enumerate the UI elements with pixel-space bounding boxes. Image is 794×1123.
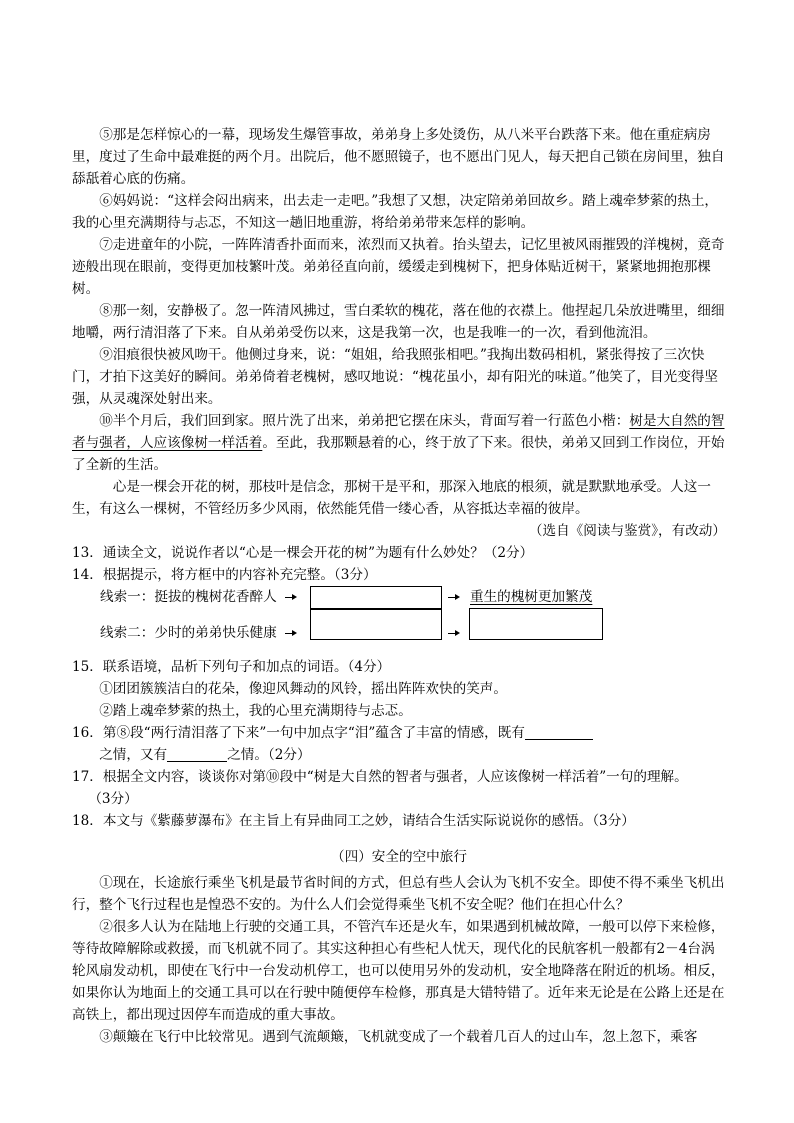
story-paragraph-8: ⑧那一刻，安静极了。忽一阵清风拂过，雪白柔软的槐花，落在他的衣襟上。他捏起几朵放进嘴里，细细地嚼，两行清泪落了下来。自从弟弟受伤以来，这是我第一次，也是我唯一的一次，看到他流泪。 — [72, 303, 725, 341]
p10-text-after: 。至此，我那颗悬着的心，终于放了下来。很快，弟弟又回到工作岗位，开始了全新的生活。 — [72, 435, 725, 473]
question-14: 14．根据提示，将方框中的内容补充完整。（3分） — [72, 567, 377, 583]
story-paragraph-9: ⑨泪痕很快被风吻干。他侧过身来，说：“姐姐，给我照张相吧。”我掏出数码相机，紧张得按了三次快门，才拍下这美好的瞬间。弟弟倚着老槐树，感叹地说：“槐花虽小，却有阳光的味道。”他笑了，目光变得坚强，从灵魂深处射出来。 — [72, 347, 719, 407]
question-18: 18．本文与《紫藤萝瀑布》在主旨上有异曲同工之妙，请结合生活实际说说你的感悟。（3分） — [72, 813, 635, 829]
story-paragraph-10 — [72, 410, 726, 476]
question-15: 15．联系语境，品析下列句子和加点的词语。（4分） — [72, 659, 391, 675]
q16-part-a: 16．第⑧段“两行清泪落了下来”一句中加点字“泪”蕴含了丰富的情感，既有 — [72, 725, 525, 741]
q16-blank-2[interactable] — [167, 746, 227, 762]
story-source: （选自《阅读与鉴赏》，有改动） — [528, 523, 726, 539]
clue-1-arrow — [285, 597, 295, 598]
story-paragraph-7: ⑦走进童年的小院，一阵阵清香扑面而来，浓烈而又执着。抬头望去，记忆里被风雨摧毁的洋槐树，竟奇迹般出现在眼前，变得更加枝繁叶茂。弟弟径直向前，缓缓走到槐树下，把身体贴近树干，紧紧地拥抱那棵树。 — [72, 237, 725, 297]
story-paragraph-5: ⑤那是怎样惊心的一幕，现场发生爆管事故，弟弟身上多处烫伤，从八米平台跌落下来。他在重症病房里，度过了生命中最难挺的两个月。出院后，他不愿照镜子，也不愿出门见人，每天把自己锁在房间里，独自舔舐着心底的伤痛。 — [72, 127, 725, 187]
clue-1-result-arrow — [448, 597, 458, 598]
clue-2-middle-box[interactable] — [310, 608, 442, 640]
section-4-title: （四）安全的空中旅行 — [331, 849, 467, 865]
section-4-paragraph-2: ②很多人认为在陆地上行驶的交通工具，不管汽车还是火车，如果遇到机械故障，一般可以停下来检修，等待故障解除或救援，而飞机就不同了。其实这种担心有些杞人忧天，现代化的民航客机一般都有2－4台涡轮风扇发动机，即使在飞行中一台发动机停工，也可以使用另外的发动机，安全地降落在附近的机场。相反，如果你认为地面上的交通工具可以在行驶中随便停车检修，那真是大错特错了。近年来无论是在公路上还是在高铁上，都出现过因停车而造成的重大事故。 — [72, 919, 725, 1023]
clue-1-answer-box[interactable] — [310, 586, 442, 610]
clue-2-label: 线索二：少时的弟弟快乐健康 — [100, 625, 277, 641]
question-15-sentence-2: ②踏上魂牵梦萦的热土，我的心里充满期待与忐忑。 — [99, 703, 412, 719]
exam-page — [72, 124, 726, 1048]
story-paragraph-11: 心是一棵会开花的树，那枝叶是信念，那树干是平和，那深入地底的根须，就是默默地承受。人这一生，有这么一棵树，不管经历多少风雨，依然能凭借一缕心香，从容抵达幸福的彼岸。 — [72, 479, 711, 517]
p10-underlined-sentence: 树是大自然的智者与强者，人应该像树一样活着 — [72, 413, 725, 451]
story-paragraph-6: ⑥妈妈说：“这样会闷出病来，出去走一走吧。”我想了又想，决定陪弟弟回故乡。踏上魂牵梦萦的热土，我的心里充满期待与忐忑，不知这一趟旧地重游，将给弟弟带来怎样的影响。 — [72, 193, 719, 231]
clue-1-result: 重生的槐树更加繁茂 — [470, 589, 593, 605]
question-17-score: （3分） — [88, 791, 138, 807]
clue-1-label: 线索一：挺拔的槐树花香醉人 — [100, 589, 277, 605]
section-4-paragraph-1: ①现在，长途旅行乘坐飞机是最节省时间的方式，但总有些人会认为飞机不安全。即使不得不乘坐飞机出行，整个飞行过程也是惶恐不安的。为什么人们会觉得乘坐飞机不安全呢？他们在担心什么？ — [72, 875, 725, 913]
clue-2-arrow — [285, 633, 295, 634]
q16-blank-1[interactable] — [525, 724, 593, 740]
clue-2-result-arrow — [448, 633, 458, 634]
section-4-paragraph-3: ③颠簸在飞行中比较常见。遇到气流颠簸，飞机就变成了一个载着几百人的过山车，忽上忽下，乘客 — [99, 1029, 698, 1045]
q16-part-c: 之情。（2分） — [227, 747, 311, 763]
question-16 — [72, 722, 726, 766]
clue-diagram — [72, 586, 726, 646]
q16-part-b: 之情，又有 — [99, 747, 168, 763]
p10-text-before: ⑩半个月后，我们回到家。照片洗了出来，弟弟把它摆在床头，背面写着一行蓝色小楷： — [99, 413, 630, 429]
question-15-sentence-1: ①团团簇簇洁白的花朵，像迎风舞动的风铃，摇出阵阵欢快的笑声。 — [99, 681, 507, 697]
question-13: 13．通读全文，说说作者以“心是一棵会开花的树”为题有什么妙处？（2分） — [72, 545, 534, 561]
clue-2-result-box[interactable] — [469, 608, 603, 640]
question-17: 17．根据全文内容，谈谈你对第⑩段中“树是大自然的智者与强者，人应该像树一样活着”一句的理解。 — [72, 769, 688, 785]
